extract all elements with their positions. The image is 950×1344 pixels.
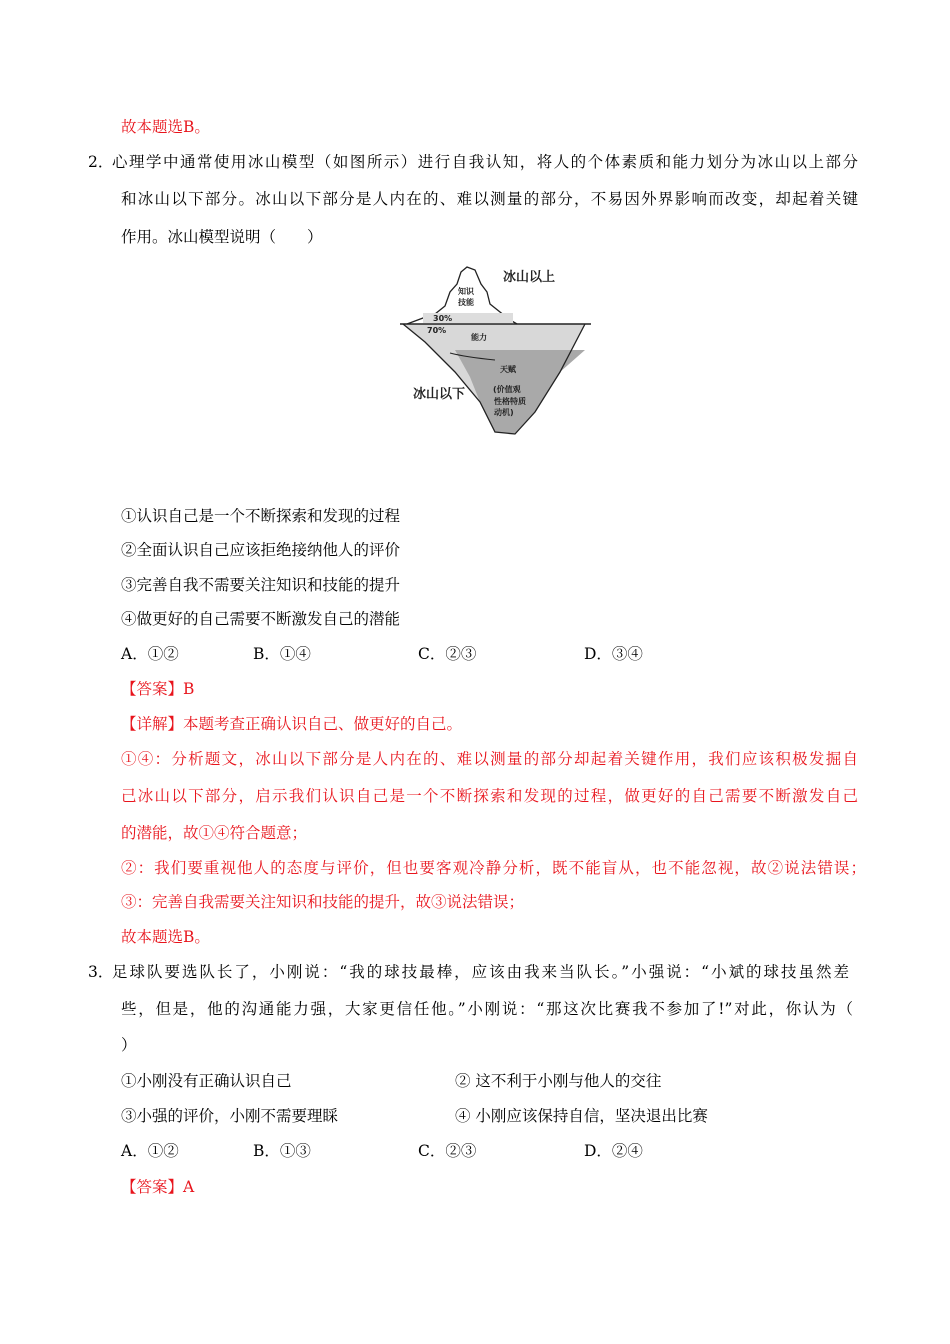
question-3-stem-line-3: ） <box>121 1036 137 1054</box>
question-3-number: 3． <box>88 963 114 981</box>
q3-option-b: B．①③ <box>253 1142 311 1160</box>
label-70-percent: 70% <box>427 326 447 335</box>
q2-conclusion: 故本题选B。 <box>121 928 210 946</box>
q3-statement-4: ④ 小刚应该保持自信，坚决退出比赛 <box>455 1107 708 1125</box>
q2-analysis-line-5: ③：完善自我需要关注知识和技能的提升，故③说法错误； <box>121 893 525 911</box>
label-traits: 性格特质 <box>494 397 526 406</box>
q3-option-c: C．②③ <box>418 1142 477 1160</box>
label-knowledge: 知识 <box>458 287 474 296</box>
label-motivation: 动机) <box>494 408 514 417</box>
q2-analysis-title: 【详解】本题考查正确认识自己、做更好的自己。 <box>121 715 463 733</box>
q2-analysis-line-2: 己冰山以下部分，启示我们认识自己是一个不断探索和发现的过程，做更好的自己需要不断激发自己 <box>121 787 858 805</box>
q3-statement-1: ①小刚没有正确认识自己 <box>121 1072 292 1090</box>
q2-option-d: D．③④ <box>584 645 643 663</box>
q3-option-a: A．①② <box>121 1142 179 1160</box>
q2-statement-3: ③完善自我不需要关注知识和技能的提升 <box>121 576 401 594</box>
q2-option-b: B．①④ <box>253 645 311 663</box>
q2-statement-2: ②全面认识自己应该拒绝接纳他人的评价 <box>121 541 401 559</box>
q2-option-a: A．①② <box>121 645 179 663</box>
label-values: (价值观 <box>493 385 521 394</box>
question-2-number: 2． <box>88 153 114 171</box>
q3-answer: 【答案】A <box>121 1178 195 1196</box>
q2-answer: 【答案】B <box>121 680 195 698</box>
label-above-water: 冰山以上 <box>503 270 556 285</box>
label-skills: 技能 <box>458 298 474 307</box>
question-2-stem-line-2: 和冰山以下部分。冰山以下部分是人内在的、难以测量的部分，不易因外界影响而改变，却起着关键 <box>121 190 858 208</box>
q3-option-d: D．②④ <box>584 1142 643 1160</box>
q2-analysis-line-4: ②：我们要重视他人的态度与评价，但也要客观冷静分析，既不能盲从，也不能忽视，故②说法错误； <box>121 859 866 877</box>
question-3-stem-line-2: 些，但是，他的沟通能力强，大家更信任他。”小刚说：“那这次比赛我不参加了!”对此，你认为（ <box>121 1000 853 1018</box>
q2-analysis-line-1: ①④：分析题文，冰山以下部分是人内在的、难以测量的部分却起着关键作用，我们应该积极发掘自 <box>121 750 858 768</box>
label-ability: 能力 <box>471 333 487 342</box>
q3-statement-3: ③小强的评价，小刚不需要理睬 <box>121 1107 339 1125</box>
label-below-water: 冰山以下 <box>413 387 466 402</box>
q2-analysis-line-3: 的潜能，故①④符合题意； <box>121 824 308 842</box>
iceberg-model-figure <box>395 262 595 442</box>
q2-option-c: C．②③ <box>418 645 477 663</box>
previous-conclusion: 故本题选B。 <box>121 118 210 136</box>
label-30-percent: 30% <box>433 314 453 323</box>
q2-statement-1: ①认识自己是一个不断探索和发现的过程 <box>121 507 401 525</box>
question-3-stem-line-1: 足球队要选队长了，小刚说：“我的球技最棒，应该由我来当队长。”小强说：“小斌的球技虽然差 <box>112 963 849 981</box>
q3-statement-2: ② 这不利于小刚与他人的交往 <box>455 1072 662 1090</box>
q2-statement-4: ④做更好的自己需要不断激发自己的潜能 <box>121 610 401 628</box>
question-2-stem-line-3: 作用。冰山模型说明（ ） <box>121 228 323 246</box>
label-talent: 天赋 <box>500 365 516 374</box>
question-2-stem-line-1: 心理学中通常使用冰山模型（如图所示）进行自我认知，将人的个体素质和能力划分为冰山以上部分 <box>112 153 858 171</box>
